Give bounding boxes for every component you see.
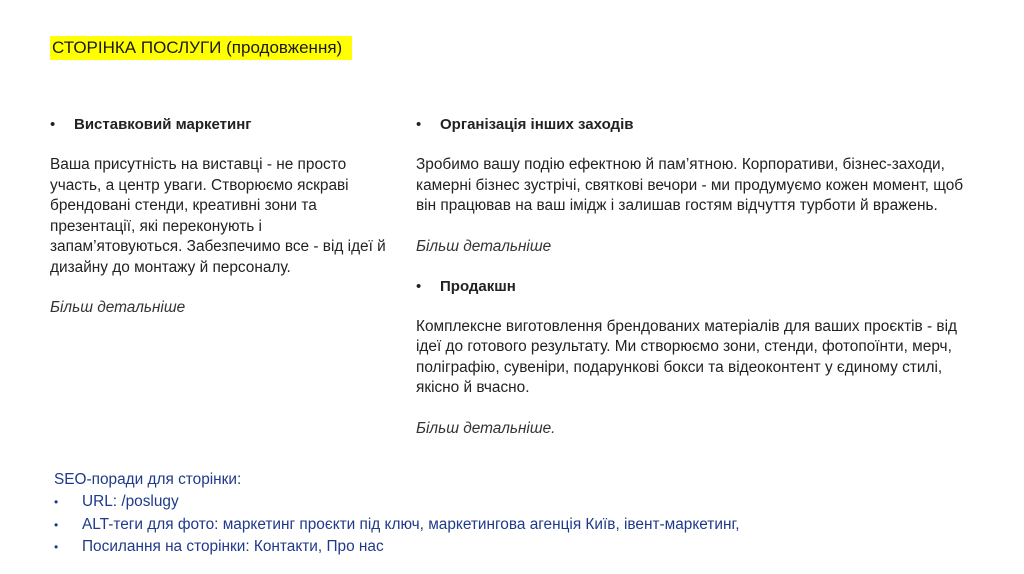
more-details-link[interactable]: Більш детальніше (50, 299, 186, 316)
seo-item-alt-tags: ALT-теги для фото: маркетинг проєкти під ключ, маркетингова агенція Київ, івент-маркетинг, (82, 515, 740, 533)
right-column (416, 115, 976, 439)
bullet-icon: • (50, 116, 56, 133)
section-heading-text: Продакшн (440, 277, 516, 295)
section-body: Ваша присутність на виставці - не просто участь, а центр уваги. Створюємо яскраві брендовані стенди, креативні зони та презентації, які переконують і запам’ятовуються. Забезпечимо все - від ідеї й дизайну до монтажу й персоналу. (50, 156, 386, 276)
section-heading (416, 115, 976, 135)
section-exhibition-marketing (50, 115, 395, 318)
seo-item-url: URL: /poslugy (82, 493, 179, 511)
list-item (54, 514, 1004, 536)
bullet-icon: • (54, 495, 59, 510)
page-title: СТОРІНКА ПОСЛУГИ (продовження) (50, 36, 352, 60)
seo-heading: SEO-поради для сторінки: (54, 471, 242, 488)
section-heading (416, 277, 976, 297)
seo-tips (54, 469, 1004, 558)
seo-list (54, 491, 1004, 558)
more-details-link[interactable]: Більш детальніше (416, 237, 552, 255)
section-other-events (416, 115, 976, 257)
list-item (54, 491, 1004, 513)
section-heading-text: Організація інших заходів (440, 116, 634, 133)
seo-item-links: Посилання на сторінки: Контакти, Про нас (82, 537, 384, 555)
bullet-icon: • (54, 539, 59, 554)
section-body: Комплексне виготовлення брендованих матеріалів для ваших проєктів - від ідеї до готового результату. Ми створюємо зони, стенди, фотопоїнти, мерч, поліграфію, сувеніри, подарункові бокси та відеоконтент у єдиному стилі, якісно й вчасно. (416, 317, 957, 396)
bullet-icon: • (416, 277, 422, 295)
list-item (54, 536, 1004, 558)
section-heading-text: Виставковий маркетинг (74, 116, 252, 133)
bullet-icon: • (54, 517, 59, 532)
left-column (50, 115, 395, 318)
bullet-icon: • (416, 116, 422, 133)
section-heading (50, 115, 395, 135)
section-body: Зробимо вашу подію ефектною й пам’ятною. Корпоративи, бізнес-заходи, камерні бізнес зустрічі, святкові вечори - ми продумуємо кожен момент, щоб він працював на ваш імідж і залишав гостям відчуття турботи й вражень. (416, 156, 964, 214)
more-details-link[interactable]: Більш детальніше. (416, 419, 556, 437)
section-production (416, 277, 976, 439)
